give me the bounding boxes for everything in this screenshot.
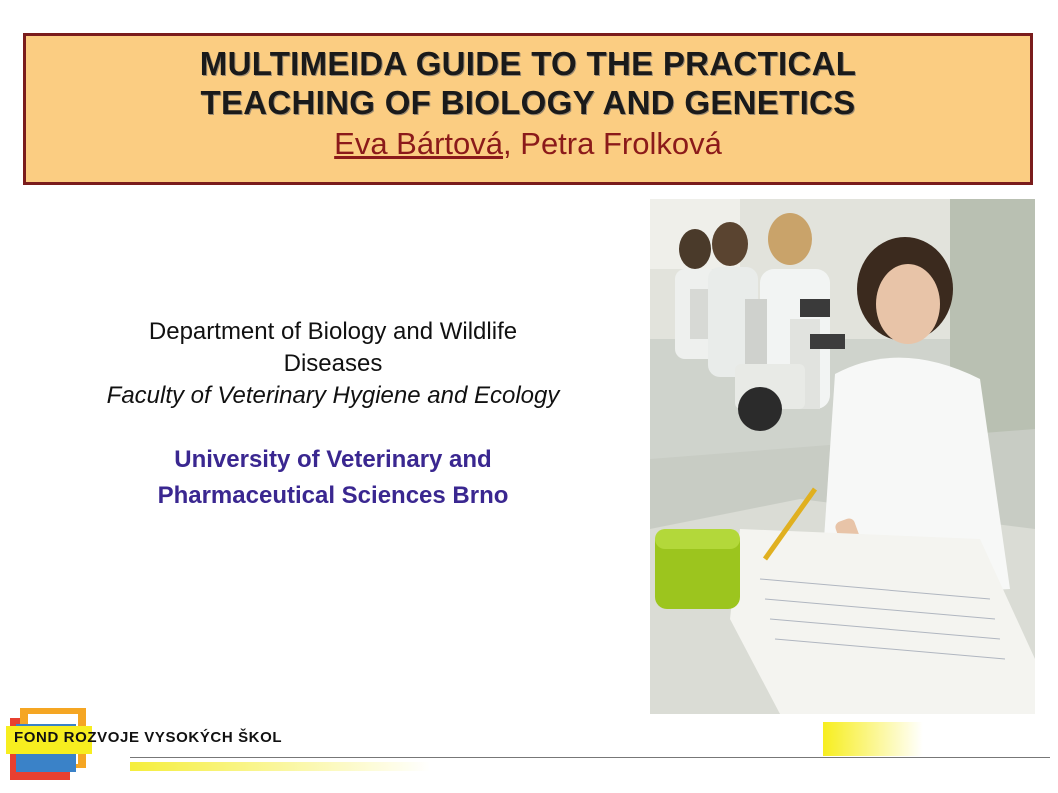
author-separator: , — [503, 126, 521, 161]
title-line-2: TEACHING OF BIOLOGY AND GENETICS — [200, 84, 856, 121]
authors-line — [26, 124, 1030, 164]
lab-students-photo — [650, 199, 1035, 714]
university-name — [20, 442, 646, 514]
author-link-bartova[interactable]: Eva Bártová — [334, 126, 504, 161]
lab-photo-illustration — [650, 199, 1035, 714]
faculty-name: Faculty of Veterinary Hygiene and Ecology — [106, 382, 560, 409]
author-frolkova: Petra Frolková — [520, 126, 722, 161]
frvs-logo-text: FOND ROZVOJE VYSOKÝCH ŠKOL — [14, 729, 283, 746]
university-line-2: Pharmaceutical Sciences Brno — [157, 482, 509, 509]
university-line-1: University of Veterinary and — [174, 446, 492, 473]
department-line-2: Diseases — [283, 350, 383, 377]
department-line-1: Department of Biology and Wildlife — [148, 318, 518, 345]
title-banner — [23, 33, 1033, 185]
department-info — [20, 316, 646, 514]
footer-divider — [130, 757, 1050, 758]
footer-yellow-strip — [130, 762, 430, 771]
footer-yellow-square — [823, 722, 923, 756]
title-line-1: MULTIMEIDA GUIDE TO THE PRACTICAL — [199, 45, 857, 82]
